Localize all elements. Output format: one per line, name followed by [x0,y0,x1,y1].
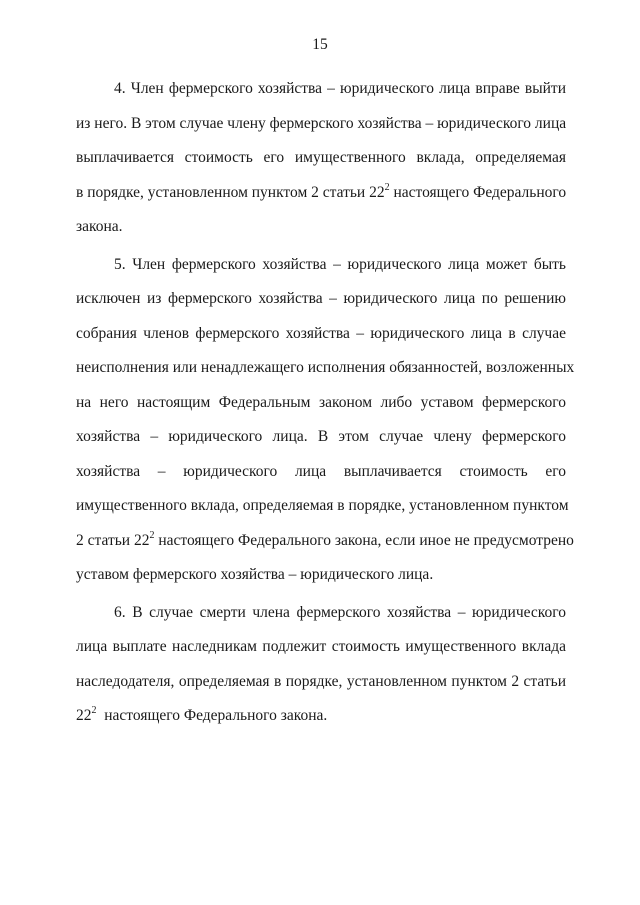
text-line: лица выплате наследникам подлежит стоимость имущественного вклада [76,638,566,655]
text-line: 4. Член фермерского хозяйства – юридического лица вправе выйти [114,80,566,97]
paragraph-5 [76,248,575,593]
page-number: 15 [312,36,328,53]
text-line: собрания членов фермерского хозяйства – юридического лица в случае [76,324,566,342]
text-line: 5. Член фермерского хозяйства – юридического лица может быть [114,255,566,273]
text-line: на него настоящим Федеральным законом либо уставом фермерского [76,393,566,411]
text-segment: в порядке, установленном пунктом 2 статьи 22 [76,183,385,201]
paragraph-4 [76,72,566,245]
text-line: наследодателя, определяемая в порядке, установленном пунктом 2 статьи [76,672,566,690]
text-line: исключен из фермерского хозяйства – юридического лица по решению [76,290,566,307]
text-line: хозяйства – юридического лица выплачивается стоимость его [76,462,566,480]
text-line: выплачивается стоимость его имущественного вклада, определяемая [76,149,566,166]
text-line: уставом фермерского хозяйства – юридического лица. [76,566,434,583]
superscript: 2 [149,529,155,541]
text-line: 6. В случае смерти члена фермерского хозяйства – юридического [114,603,566,621]
superscript: 2 [384,181,390,193]
text-segment: 2 статьи 22 [76,531,150,549]
text-segment: настоящего Федерального [389,183,567,201]
text-line: неисполнения или ненадлежащего исполнения обязанностей, возложенных [76,359,575,376]
text-line: из него. В этом случае члену фермерского хозяйства – юридического лица [76,114,567,132]
text-segment: 22 [76,707,92,724]
text-segment: настоящего Федерального закона. [96,707,328,724]
text-line: имущественного вклада, определяемая в порядке, установленном пунктом [76,497,569,514]
superscript: 2 [91,705,97,716]
paragraph-6 [76,596,566,734]
document-body [76,72,575,737]
text-line: закона. [76,218,123,235]
text-line [76,176,566,211]
text-line [76,524,574,559]
text-line [76,699,566,734]
text-line: хозяйства – юридического лица. В этом случае члену фермерского [76,428,566,445]
text-segment: настоящего Федерального закона, если иное не предусмотрено [154,531,574,549]
